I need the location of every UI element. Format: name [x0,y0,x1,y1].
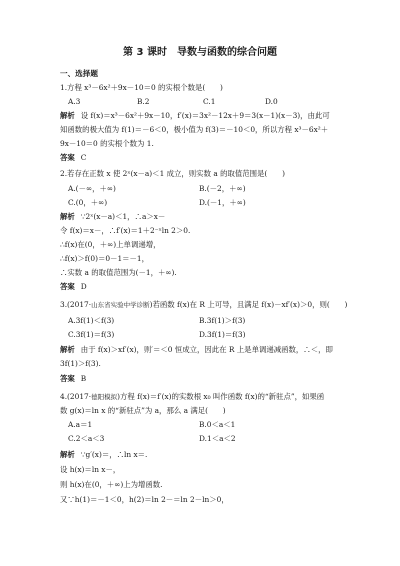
q2-answer: 答案 D [60,282,87,291]
q4-stem-line: 数 g(x)＝ln x 的“新驻点”为 a，那么 a 满足( ) [60,406,226,415]
q4-option-d: D.1＜a＜2 [199,434,236,443]
q3-stem: 3.(2017·山东省实验中学诊断)若函数 f(x)在 R 上可导，且满足 f(x)－xf′(x)＞0，则( ) [60,300,348,309]
q4-option-a: A.a＝1 [68,420,93,429]
q1-analysis-line: 解析 设 f(x)＝x³－6x²＋9x－10，f′(x)＝3x²－12x＋9＝3(x－1)(x－3)，由此可 [60,111,330,120]
q2-option-a: A.(－∞，＋∞) [68,184,116,193]
q1-analysis-line: 知函数的极大值为 f(1)＝－6＜0，极小值为 f(3)＝－10＜0，所以方程 x³－6x²＋ [60,125,329,134]
q4-analysis-line: 解析 ∵g′(x)＝，∴ln x＝. [60,450,148,459]
analysis-label: 解析 [60,450,75,459]
q1-analysis-line: 9x－10＝0 的实根个数为 1. [60,139,154,148]
q1-option-d: D.0 [265,97,278,106]
q2-analysis-line: ∴f(x)在(0，＋∞)上单调递增， [60,240,161,249]
q3-analysis-line: 3f(1)＞f(3). [60,359,101,368]
q1-option-b: B.2 [137,97,150,106]
q3-option-c: C.3f(1)＝f(3) [68,330,115,339]
answer-label: 答案 [60,153,75,162]
analysis-label: 解析 [60,345,75,354]
q4-source: 德阳模拟 [91,393,118,401]
q3-answer: 答案 B [60,374,87,383]
q3-option-b: B.3f(1)＞f(3) [199,316,246,325]
q1-answer: 答案 C [60,153,87,162]
q4-stem: 4.(2017·德阳模拟)方程 f(x)＝f′(x)的实数根 x₀ 叫作函数 f(x)的“新驻点”，如果函 [60,392,325,401]
q4-analysis-line: 则 h(x)在(0，＋∞)上为增函数. [60,480,163,489]
q2-option-c: C.(0，＋∞) [68,198,108,207]
q2-analysis-line: 令 f(x)＝x－，∴f′(x)＝1＋2⁻ˣln 2＞0. [60,226,191,235]
answer-label: 答案 [60,282,75,291]
q2-option-b: B.(－2，＋∞) [199,184,246,193]
answer-label: 答案 [60,374,75,383]
analysis-label: 解析 [60,111,75,120]
q4-analysis-line: 设 h(x)＝ln x－， [60,465,121,474]
q2-analysis-line: ∴f(x)＞f(0)＝0－1＝－1， [60,254,150,263]
q2-option-d: D.(－1，＋∞) [199,198,246,207]
q3-option-a: A.3f(1)＜f(3) [68,316,115,325]
q4-option-c: C.2＜a＜3 [68,434,105,443]
analysis-label: 解析 [60,212,75,221]
q3-analysis-line: 解析 由于 f(x)＞xf′(x)，则′＝＜0 恒成立，因此在 R 上是单调递减函数，∴＜，即 [60,345,333,354]
q1-option-c: C.1 [203,97,216,106]
q2-analysis-line: ∴实数 a 的取值范围为(－1，＋∞). [60,268,177,277]
q4-option-b: B.0＜a＜1 [199,420,236,429]
q2-stem: 2.若存在正数 x 使 2ˣ(x－a)＜1 成立，则实数 a 的取值范围是( ) [60,169,285,178]
q2-analysis-line: 解析 ∵2ˣ(x－a)＜1，∴a＞x－ [60,212,166,221]
section-heading: 一、选择题 [60,69,98,78]
q3-option-d: D.3f(1)＝f(3) [199,330,246,339]
q1-stem: 1.方程 x³－6x²＋9x－10＝0 的实根个数是( ) [60,83,223,92]
q3-source: 山东省实验中学诊断 [91,301,150,309]
q1-option-a: A.3 [68,97,81,106]
page-title: 第 3 课时 导数与函数的综合问题 [123,47,277,58]
q4-analysis-line: 又∵h(1)＝－1＜0，h(2)＝ln 2－＝ln 2－ln＞0， [60,495,229,504]
